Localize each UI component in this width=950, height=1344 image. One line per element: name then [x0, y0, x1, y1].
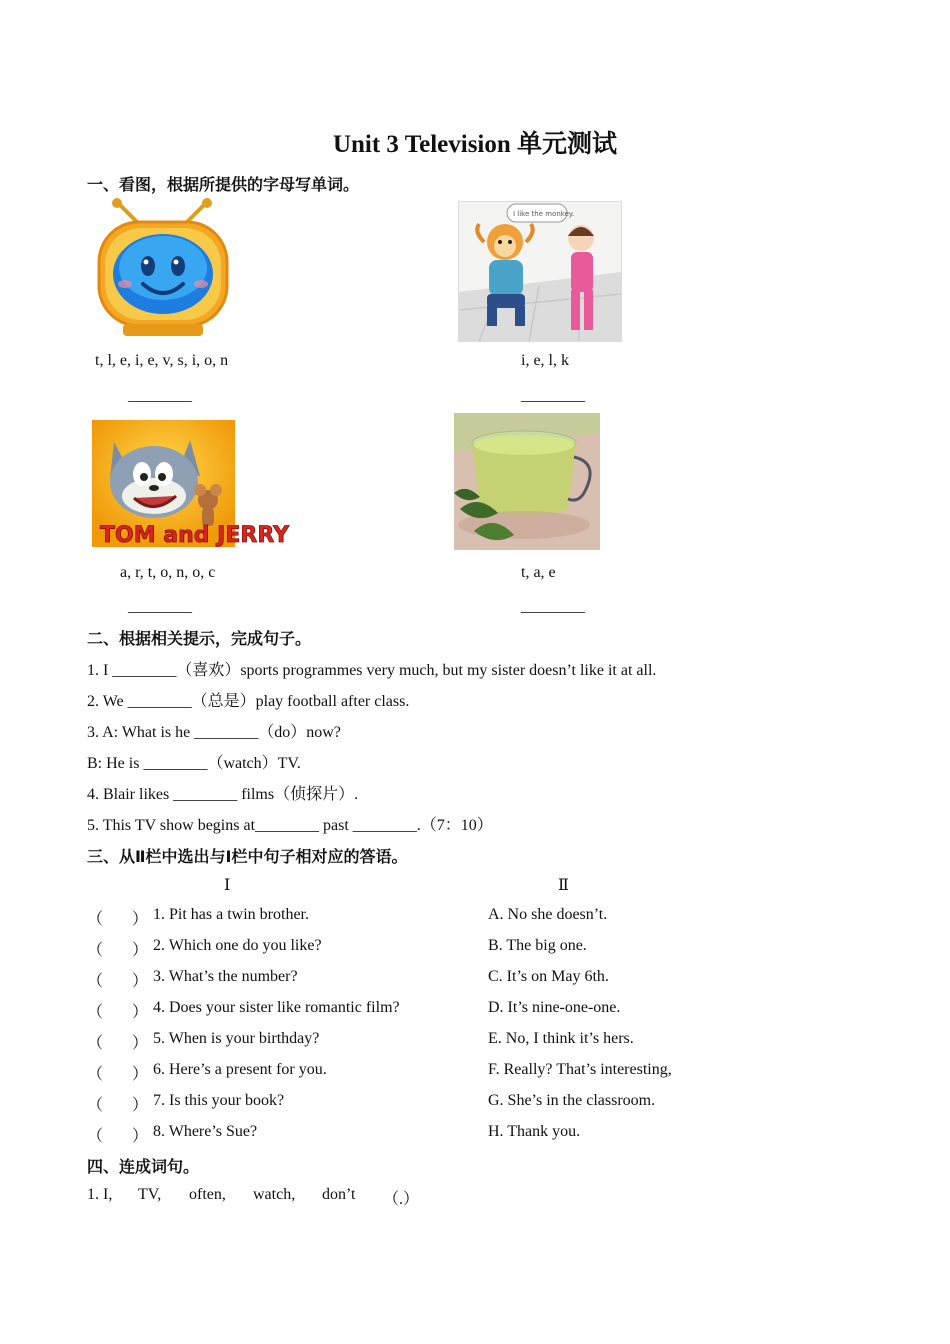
- paren-close: ）: [132, 1128, 149, 1145]
- answer-blank-2[interactable]: ________: [521, 387, 585, 404]
- paren-close: ）: [132, 1097, 149, 1114]
- tom-and-jerry-logo: TOM and JERRY: [100, 523, 289, 548]
- paren-open[interactable]: （: [87, 942, 104, 959]
- section-2-heading: 二、根据相关提示，完成句子。: [87, 629, 312, 648]
- paren-open[interactable]: （: [87, 1066, 104, 1083]
- sentence-4: 4. Blair likes ________ films（侦探片）.: [87, 786, 359, 803]
- answer-g: G. She’s in the classroom.: [488, 1092, 656, 1109]
- word-order-word: TV,: [138, 1186, 162, 1203]
- question-7: 7. Is this your book?: [153, 1092, 285, 1109]
- tv-cartoon-image: [93, 198, 231, 340]
- answer-b: B. The big one.: [488, 937, 587, 954]
- paren-open[interactable]: （: [87, 1035, 104, 1052]
- answer-h: H. Thank you.: [488, 1123, 581, 1140]
- answer-a: A. No she doesn’t.: [488, 906, 608, 923]
- section-3-heading: 三、从Ⅱ栏中选出与Ⅰ栏中句子相对应的答语。: [87, 847, 408, 866]
- word-order-punctuation: （.）: [383, 1191, 420, 1208]
- question-1: 1. Pit has a twin brother.: [153, 906, 309, 923]
- sentence-2: 2. We ________（总是）play football after class.: [87, 693, 410, 710]
- letters-4: t, a, e: [521, 564, 556, 581]
- sentence-3a: 3. A: What is he ________（do）now?: [87, 724, 341, 741]
- question-2: 2. Which one do you like?: [153, 937, 322, 954]
- question-5: 5. When is your birthday?: [153, 1030, 320, 1047]
- question-6: 6. Here’s a present for you.: [153, 1061, 327, 1078]
- paren-open[interactable]: （: [87, 1004, 104, 1021]
- answer-e: E. No, I think it’s hers.: [488, 1030, 634, 1047]
- word-order-number: 1. I,: [87, 1186, 113, 1203]
- word-order-word: watch,: [253, 1186, 296, 1203]
- tom-and-jerry-image: [92, 420, 289, 548]
- paren-close: ）: [132, 942, 149, 959]
- paren-open[interactable]: （: [87, 1097, 104, 1114]
- answer-c: C. It’s on May 6th.: [488, 968, 609, 985]
- word-order-word: often,: [189, 1186, 226, 1203]
- word-order-word: don’t: [322, 1186, 356, 1203]
- section-1-heading: 一、看图，根据所提供的字母写单词。: [87, 175, 360, 194]
- page-title: Unit 3 Television 单元测试: [332, 131, 618, 158]
- paren-close: ）: [132, 973, 149, 990]
- answer-blank-1[interactable]: ________: [128, 387, 192, 404]
- sentence-5: 5. This TV show begins at________ past ________.（7：10）: [87, 817, 493, 834]
- paren-open[interactable]: （: [87, 911, 104, 928]
- sentence-1: 1. I ________（喜欢）sports programmes very much, but my sister doesn’t like it at all.: [87, 662, 657, 679]
- answer-blank-4[interactable]: ________: [521, 598, 585, 615]
- letters-2: i, e, l, k: [521, 352, 569, 369]
- paren-open[interactable]: （: [87, 973, 104, 990]
- question-8: 8. Where’s Sue?: [153, 1123, 258, 1140]
- column-2-header: Ⅱ: [558, 877, 569, 894]
- question-4: 4. Does your sister like romantic film?: [153, 999, 400, 1016]
- paren-open[interactable]: （: [87, 1128, 104, 1145]
- letters-3: a, r, t, o, n, o, c: [120, 564, 216, 581]
- sentence-3b: B: He is ________（watch）TV.: [87, 755, 301, 772]
- answer-d: D. It’s nine-one-one.: [488, 999, 621, 1016]
- paren-close: ）: [132, 911, 149, 928]
- monkey-girl-image: [458, 201, 622, 342]
- paren-close: ）: [132, 1035, 149, 1052]
- letters-1: t, l, e, i, e, v, s, i, o, n: [95, 352, 229, 369]
- question-3: 3. What’s the number?: [153, 968, 298, 985]
- answer-f: F. Really? That’s interesting,: [488, 1061, 672, 1078]
- paren-close: ）: [132, 1004, 149, 1021]
- answer-blank-3[interactable]: ________: [128, 598, 192, 615]
- speech-bubble-text: I like the monkey.: [513, 210, 575, 218]
- section-4-heading: 四、连成词句。: [87, 1157, 200, 1176]
- paren-close: ）: [132, 1066, 149, 1083]
- column-1-header: Ⅰ: [224, 877, 231, 894]
- green-tea-image: [454, 413, 600, 550]
